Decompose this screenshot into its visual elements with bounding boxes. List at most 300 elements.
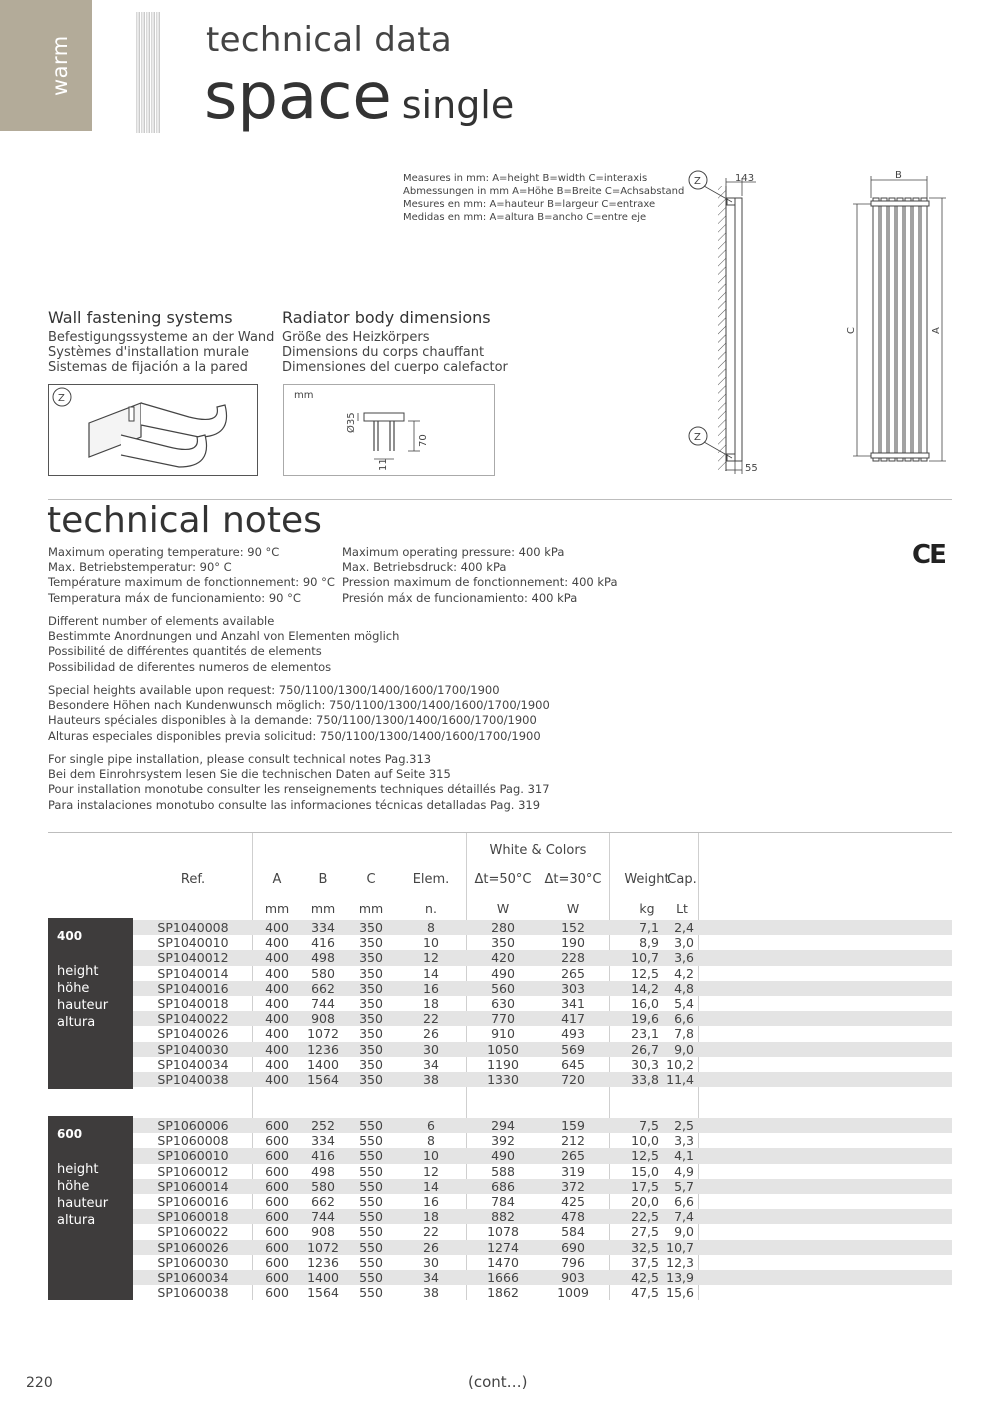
table-row (133, 1026, 952, 1041)
header-title-variant: single (401, 83, 515, 127)
table-cell: 350 (491, 935, 515, 951)
table-cell: SP1040026 (157, 1026, 229, 1042)
table-cell: 252 (311, 1118, 335, 1133)
table-cell: 4,2 (674, 965, 694, 981)
table-cell: 303 (561, 980, 585, 996)
table-cell: 770 (491, 1011, 515, 1027)
table-cell: 490 (491, 965, 515, 981)
table-cell: 3,3 (674, 1133, 694, 1149)
table-cell: 350 (359, 980, 383, 996)
radiator-thumbnail (134, 10, 164, 135)
header-title (204, 62, 514, 140)
dim-55: 55 (745, 463, 758, 474)
table-cell: 350 (359, 996, 383, 1011)
table-cell: 498 (311, 1163, 335, 1179)
table-cell: 3,6 (674, 950, 694, 966)
radiator-body-title: Radiator body dimensions (282, 308, 491, 327)
column-unit: W (496, 901, 510, 916)
table-cell: 550 (359, 1178, 383, 1194)
table-row (133, 1072, 952, 1087)
svg-text:Z: Z (694, 176, 701, 187)
table-cell: SP1060018 (157, 1209, 229, 1225)
table-cell: 10,7 (631, 950, 659, 966)
table-cell: 16 (423, 1194, 439, 1209)
column-unit: n. (425, 901, 437, 916)
table-cell: 37,5 (631, 1254, 659, 1270)
table-cell: SP1060012 (157, 1163, 229, 1179)
table-cell: 27,5 (631, 1224, 659, 1240)
table-cell: SP1040034 (157, 1056, 229, 1072)
table-cell: 6,6 (674, 1194, 694, 1209)
svg-text:Z: Z (694, 432, 701, 443)
table-cell: 630 (491, 996, 515, 1011)
table-cell: 584 (561, 1224, 585, 1240)
table-cell: 5,7 (674, 1178, 694, 1194)
table-cell: 550 (359, 1209, 383, 1225)
column-unit: kg (639, 901, 655, 916)
table-cell: 350 (359, 1072, 383, 1087)
table-cell: 416 (311, 1148, 335, 1164)
table-cell: 1564 (307, 1072, 339, 1087)
table-cell: 1078 (487, 1224, 519, 1240)
table-cell: SP1060008 (157, 1133, 229, 1149)
table-cell: 392 (491, 1133, 515, 1149)
table-cell: 20,0 (631, 1194, 659, 1209)
table-cell: SP1060014 (157, 1178, 229, 1194)
column-header: Weight (624, 872, 670, 887)
wall-fastening-title: Wall fastening systems (48, 308, 233, 327)
table-cell: 400 (265, 1026, 289, 1042)
table-cell: 417 (561, 1011, 585, 1027)
table-cell: 34 (423, 1056, 439, 1072)
column-header: B (318, 872, 328, 887)
table-cell: 600 (265, 1178, 289, 1194)
table-cell: 600 (265, 1270, 289, 1285)
note-heights: Special heights available upon request: 750/1100/1300/1400/1600/1700/1900 Besondere Höhen nach Kundenwunsch möglich: 750/1100/1300/1400/1600/1700/1900 Hauteurs spéciales disponibles à la demande: 750/1100/1300/1400/1600/1700/1900 Alturas especiales disponibles previa solicitud: 750/1100/1300/1400/1600/1700/1900 (48, 683, 550, 743)
table-cell: SP1060026 (157, 1239, 229, 1255)
table-cell: 420 (491, 950, 515, 966)
table-cell: 580 (311, 1178, 335, 1194)
table-cell: 1190 (487, 1056, 519, 1072)
table-cell: 1050 (487, 1041, 519, 1057)
table-cell: 7,4 (674, 1209, 694, 1225)
table-row (133, 1209, 952, 1224)
table-cell: SP1040030 (157, 1041, 229, 1057)
table-cell: 34 (423, 1270, 439, 1285)
table-cell: 11,4 (666, 1072, 694, 1087)
table-cell: 190 (561, 935, 585, 951)
table-row (133, 1255, 952, 1270)
table-row (133, 981, 952, 996)
table-cell: 350 (359, 1011, 383, 1027)
label-c: C (846, 327, 857, 334)
wall-fastening-lines: Befestigungssysteme an der Wand Systèmes d'installation murale Sistemas de fijación a la pared (48, 330, 275, 375)
table-cell: 18 (423, 1209, 439, 1225)
table-cell: 372 (561, 1178, 585, 1194)
side-tab-label: warm (48, 35, 72, 96)
table-cell: 30 (423, 1041, 439, 1057)
table-cell: 784 (491, 1194, 515, 1209)
table-cell: 12,3 (666, 1254, 694, 1270)
column-unit: mm (310, 901, 336, 916)
table-cell: 9,0 (674, 1224, 694, 1240)
table-cell: SP1060034 (157, 1270, 229, 1285)
table-cell: 908 (311, 1011, 335, 1027)
column-header: A (272, 872, 282, 887)
table-row (133, 920, 952, 935)
table-row (133, 1179, 952, 1194)
radiator-body-lines: Größe des Heizkörpers Dimensions du corps chauffant Dimensiones del cuerpo calefactor (282, 330, 508, 375)
technical-notes-title: technical notes (47, 500, 322, 541)
table-cell: 400 (265, 950, 289, 966)
note-single-pipe: For single pipe installation, please consult technical notes Pag.313 Bei dem Einrohrsystem lesen Sie die technischen Daten auf Seite 315 Pour installation monotube consulter les renseignements techniques détaillés Pag. 317 Para instalaciones monotubo consulte las informaciones técnicas detalladas Pag. 319 (48, 752, 550, 812)
table-cell: 1400 (307, 1056, 339, 1072)
measures-line: Measures in mm: A=height B=width C=interaxis (403, 173, 648, 184)
table-row (133, 935, 952, 950)
table-cell: 560 (491, 980, 515, 996)
label-a: A (931, 327, 942, 334)
unit-label: mm (294, 390, 314, 401)
table-cell: SP1060016 (157, 1194, 229, 1209)
table-cell: 334 (311, 1133, 335, 1149)
table-cell: 47,5 (631, 1285, 659, 1301)
group-height-label: height höhe hauteur altura (57, 964, 109, 1030)
header-title-main: space (204, 60, 392, 134)
table-cell: 1236 (307, 1041, 339, 1057)
table-cell: 2,5 (674, 1118, 694, 1133)
note-temperature: Maximum operating temperature: 90 °C Max. Betriebstemperatur: 90° C Température maximum de fonctionnement: 90 °C Temperatura máx de funcionamiento: 90 °C (48, 545, 335, 605)
table-cell: 580 (311, 965, 335, 981)
table-cell: 15,0 (631, 1163, 659, 1179)
table-cell: SP1060038 (157, 1285, 229, 1301)
header-subtitle: technical data (206, 20, 453, 60)
table-cell: 12,5 (631, 1148, 659, 1164)
table-cell: 2,4 (674, 920, 694, 935)
table-cell: 265 (561, 1148, 585, 1164)
table-cell: 796 (561, 1254, 585, 1270)
column-header: Δt=50°C (474, 872, 532, 887)
table-cell: 400 (265, 980, 289, 996)
table-cell: 228 (561, 950, 585, 966)
column-unit: mm (264, 901, 290, 916)
page-number: 220 (26, 1375, 53, 1391)
table-cell: 15,6 (666, 1285, 694, 1301)
table-cell: 662 (311, 980, 335, 996)
table-cell: 10,2 (666, 1056, 694, 1072)
table-cell: 400 (265, 935, 289, 951)
table-cell: 26 (423, 1239, 439, 1255)
table-cell: SP1040022 (157, 1011, 229, 1027)
table-cell: 498 (311, 950, 335, 966)
table-cell: 12 (423, 950, 439, 966)
table-cell: 550 (359, 1270, 383, 1285)
table-row (133, 1148, 952, 1163)
table-cell: 12 (423, 1163, 439, 1179)
pipe-section-icon (334, 399, 444, 473)
table-row (133, 966, 952, 981)
table-cell: 1400 (307, 1270, 339, 1285)
continued-label: (cont…) (468, 1373, 528, 1391)
table-row (133, 1194, 952, 1209)
table-row (133, 1164, 952, 1179)
table-row (133, 1240, 952, 1255)
table-cell: 600 (265, 1224, 289, 1240)
wall-bracket-icon (49, 385, 257, 475)
radiator-technical-drawing (680, 168, 960, 478)
table-cell: SP1060006 (157, 1118, 229, 1133)
table-cell: 294 (491, 1118, 515, 1133)
table-cell: 645 (561, 1056, 585, 1072)
table-cell: 600 (265, 1118, 289, 1133)
table-cell: 690 (561, 1239, 585, 1255)
table-cell: 265 (561, 965, 585, 981)
table-cell: 6 (427, 1118, 435, 1133)
table-cell: 8 (427, 920, 435, 935)
table-row (133, 1057, 952, 1072)
table-cell: 152 (561, 920, 585, 935)
dim-gap: 11 (378, 458, 389, 471)
table-cell: 350 (359, 935, 383, 951)
table-row (133, 1224, 952, 1239)
table-cell: 3,0 (674, 935, 694, 951)
table-cell: SP1060030 (157, 1254, 229, 1270)
table-cell: 600 (265, 1194, 289, 1209)
table-cell: 490 (491, 1148, 515, 1164)
column-header: Δt=30°C (544, 872, 602, 887)
measures-line: Medidas en mm: A=altura B=ancho C=entre eje (403, 212, 647, 223)
table-cell: 1330 (487, 1072, 519, 1087)
table-cell: 10,7 (666, 1239, 694, 1255)
table-cell: 1274 (487, 1239, 519, 1255)
front-view (846, 170, 946, 461)
group-height-value: 600 (57, 1127, 83, 1141)
note-elements: Different number of elements available Bestimmte Anordnungen und Anzahl von Elementen möglich Possibilité de différentes quantités de elements Possibilidad de diferentes numeros de elementos (48, 614, 400, 674)
table-cell: 30,3 (631, 1056, 659, 1072)
table-cell: 400 (265, 996, 289, 1011)
dim-height: 70 (418, 434, 429, 447)
dim-diameter: Ø35 (346, 412, 357, 433)
table-cell: 1470 (487, 1254, 519, 1270)
radiator-body-figure (283, 384, 495, 476)
table-cell: 400 (265, 1056, 289, 1072)
table-cell: 569 (561, 1041, 585, 1057)
table-cell: 7,8 (674, 1026, 694, 1042)
table-cell: 7,1 (639, 920, 659, 935)
table-cell: 16,0 (631, 996, 659, 1011)
table-cell: 550 (359, 1239, 383, 1255)
table-cell: 493 (561, 1026, 585, 1042)
table-cell: 4,1 (674, 1148, 694, 1164)
table-cell: SP1040038 (157, 1072, 229, 1087)
table-cell: 350 (359, 1056, 383, 1072)
column-header: Cap. (667, 872, 697, 887)
table-cell: 400 (265, 1072, 289, 1087)
label-b: B (895, 170, 902, 181)
table-cell: 1236 (307, 1254, 339, 1270)
group-height-label: height höhe hauteur altura (57, 1162, 109, 1228)
table-cell: 6,6 (674, 1011, 694, 1027)
table-cell: SP1040010 (157, 935, 229, 951)
table-row (133, 1118, 952, 1133)
table-row (133, 1042, 952, 1057)
table-cell: 550 (359, 1118, 383, 1133)
table-group-header: White & Colors (489, 843, 587, 858)
table-cell: 400 (265, 1011, 289, 1027)
table-cell: 720 (561, 1072, 585, 1087)
measures-line: Mesures en mm: A=hauteur B=largeur C=entraxe (403, 199, 656, 210)
table-cell: 350 (359, 950, 383, 966)
table-cell: 600 (265, 1163, 289, 1179)
table-cell: 4,8 (674, 980, 694, 996)
table-cell: 14,2 (631, 980, 659, 996)
table-cell: 212 (561, 1133, 585, 1149)
table-cell: 26,7 (631, 1041, 659, 1057)
table-cell: 478 (561, 1209, 585, 1225)
table-cell: 686 (491, 1178, 515, 1194)
table-cell: 159 (561, 1118, 585, 1133)
table-cell: 1862 (487, 1285, 519, 1301)
table-cell: 13,9 (666, 1270, 694, 1285)
measures-line: Abmessungen in mm A=Höhe B=Breite C=Achsabstand (403, 186, 685, 197)
table-cell: 280 (491, 920, 515, 935)
table-cell: 22 (423, 1224, 439, 1240)
table-cell: 10,0 (631, 1133, 659, 1149)
group-label-400 (48, 918, 133, 1089)
table-cell: 350 (359, 1041, 383, 1057)
table-cell: 550 (359, 1285, 383, 1301)
table-cell: 4,9 (674, 1163, 694, 1179)
table-cell: 600 (265, 1148, 289, 1164)
ce-mark-icon: CE (912, 540, 945, 570)
table-cell: 319 (561, 1163, 585, 1179)
table-cell: 33,8 (631, 1072, 659, 1087)
table-row (133, 996, 952, 1011)
table-cell: 8,9 (639, 935, 659, 951)
group-label-600 (48, 1116, 133, 1300)
table-cell: 10 (423, 1148, 439, 1164)
table-cell: 550 (359, 1224, 383, 1240)
table-cell: SP1040014 (157, 965, 229, 981)
table-cell: 341 (561, 996, 585, 1011)
table-row (133, 1133, 952, 1148)
table-cell: 908 (311, 1224, 335, 1240)
table-cell: 588 (491, 1163, 515, 1179)
table-row (133, 1011, 952, 1026)
table-cell: 16 (423, 980, 439, 996)
divider (48, 832, 952, 833)
table-cell: 416 (311, 935, 335, 951)
table-cell: 662 (311, 1194, 335, 1209)
column-unit: W (566, 901, 580, 916)
table-cell: 8 (427, 1133, 435, 1149)
table-cell: 550 (359, 1163, 383, 1179)
column-unit: mm (358, 901, 384, 916)
table-cell: 350 (359, 920, 383, 935)
table-cell: 600 (265, 1133, 289, 1149)
note-pressure: Maximum operating pressure: 400 kPa Max. Betriebsdruck: 400 kPa Pression maximum de fonctionnement: 400 kPa Presión máx de funcionamiento: 400 kPa (342, 545, 618, 605)
table-cell: SP1060010 (157, 1148, 229, 1164)
table-cell: 18 (423, 996, 439, 1011)
table-cell: 9,0 (674, 1041, 694, 1057)
table-cell: 30 (423, 1254, 439, 1270)
table-cell: SP1060022 (157, 1224, 229, 1240)
table-cell: 19,6 (631, 1011, 659, 1027)
table-cell: 744 (311, 1209, 335, 1225)
table-cell: 32,5 (631, 1239, 659, 1255)
table-cell: 22,5 (631, 1209, 659, 1225)
table-cell: 334 (311, 920, 335, 935)
table-cell: 42,5 (631, 1270, 659, 1285)
dim-143: 143 (735, 173, 755, 184)
table-cell: 600 (265, 1209, 289, 1225)
table-cell: 7,5 (639, 1118, 659, 1133)
table-cell: 425 (561, 1194, 585, 1209)
column-header: C (366, 872, 376, 887)
table-cell: 1564 (307, 1285, 339, 1301)
table-cell: 600 (265, 1285, 289, 1301)
table-row (133, 950, 952, 965)
table-cell: SP1040018 (157, 996, 229, 1011)
table-cell: 12,5 (631, 965, 659, 981)
table-cell: 1072 (307, 1239, 339, 1255)
table-cell: 550 (359, 1254, 383, 1270)
svg-text:Z: Z (58, 393, 65, 404)
table-cell: 550 (359, 1194, 383, 1209)
side-view-body (735, 198, 742, 461)
column-header: Elem. (412, 872, 450, 887)
table-cell: 400 (265, 1041, 289, 1057)
measures-legend (403, 172, 684, 224)
table-cell: 1072 (307, 1026, 339, 1042)
table-cell: 5,4 (674, 996, 694, 1011)
table-cell: 744 (311, 996, 335, 1011)
table-cell: SP1040016 (157, 980, 229, 996)
table-cell: 882 (491, 1209, 515, 1225)
table-cell: 14 (423, 965, 439, 981)
table-cell: 17,5 (631, 1178, 659, 1194)
table-cell: 910 (491, 1026, 515, 1042)
table-cell: SP1040012 (157, 950, 229, 966)
table-cell: 600 (265, 1254, 289, 1270)
wall-hatch (718, 186, 726, 471)
table-cell: 550 (359, 1133, 383, 1149)
wall-bracket-figure (48, 384, 258, 476)
table-cell: 350 (359, 965, 383, 981)
table-cell: 38 (423, 1285, 439, 1301)
table-cell: 10 (423, 935, 439, 951)
table-cell: 600 (265, 1239, 289, 1255)
table-cell: 400 (265, 920, 289, 935)
table-row (133, 1285, 952, 1300)
table-cell: 400 (265, 965, 289, 981)
table-cell: 1666 (487, 1270, 519, 1285)
table-cell: 1009 (557, 1285, 589, 1301)
table-cell: 22 (423, 1011, 439, 1027)
table-cell: 903 (561, 1270, 585, 1285)
column-header: Ref. (180, 872, 206, 887)
group-height-value: 400 (57, 929, 83, 943)
table-row (133, 1270, 952, 1285)
column-unit: Lt (676, 901, 688, 916)
table-cell: 14 (423, 1178, 439, 1194)
table-cell: SP1040008 (157, 920, 229, 935)
table-cell: 350 (359, 1026, 383, 1042)
table-cell: 38 (423, 1072, 439, 1087)
side-tab (0, 0, 92, 131)
table-cell: 26 (423, 1026, 439, 1042)
table-cell: 550 (359, 1148, 383, 1164)
table-cell: 23,1 (631, 1026, 659, 1042)
